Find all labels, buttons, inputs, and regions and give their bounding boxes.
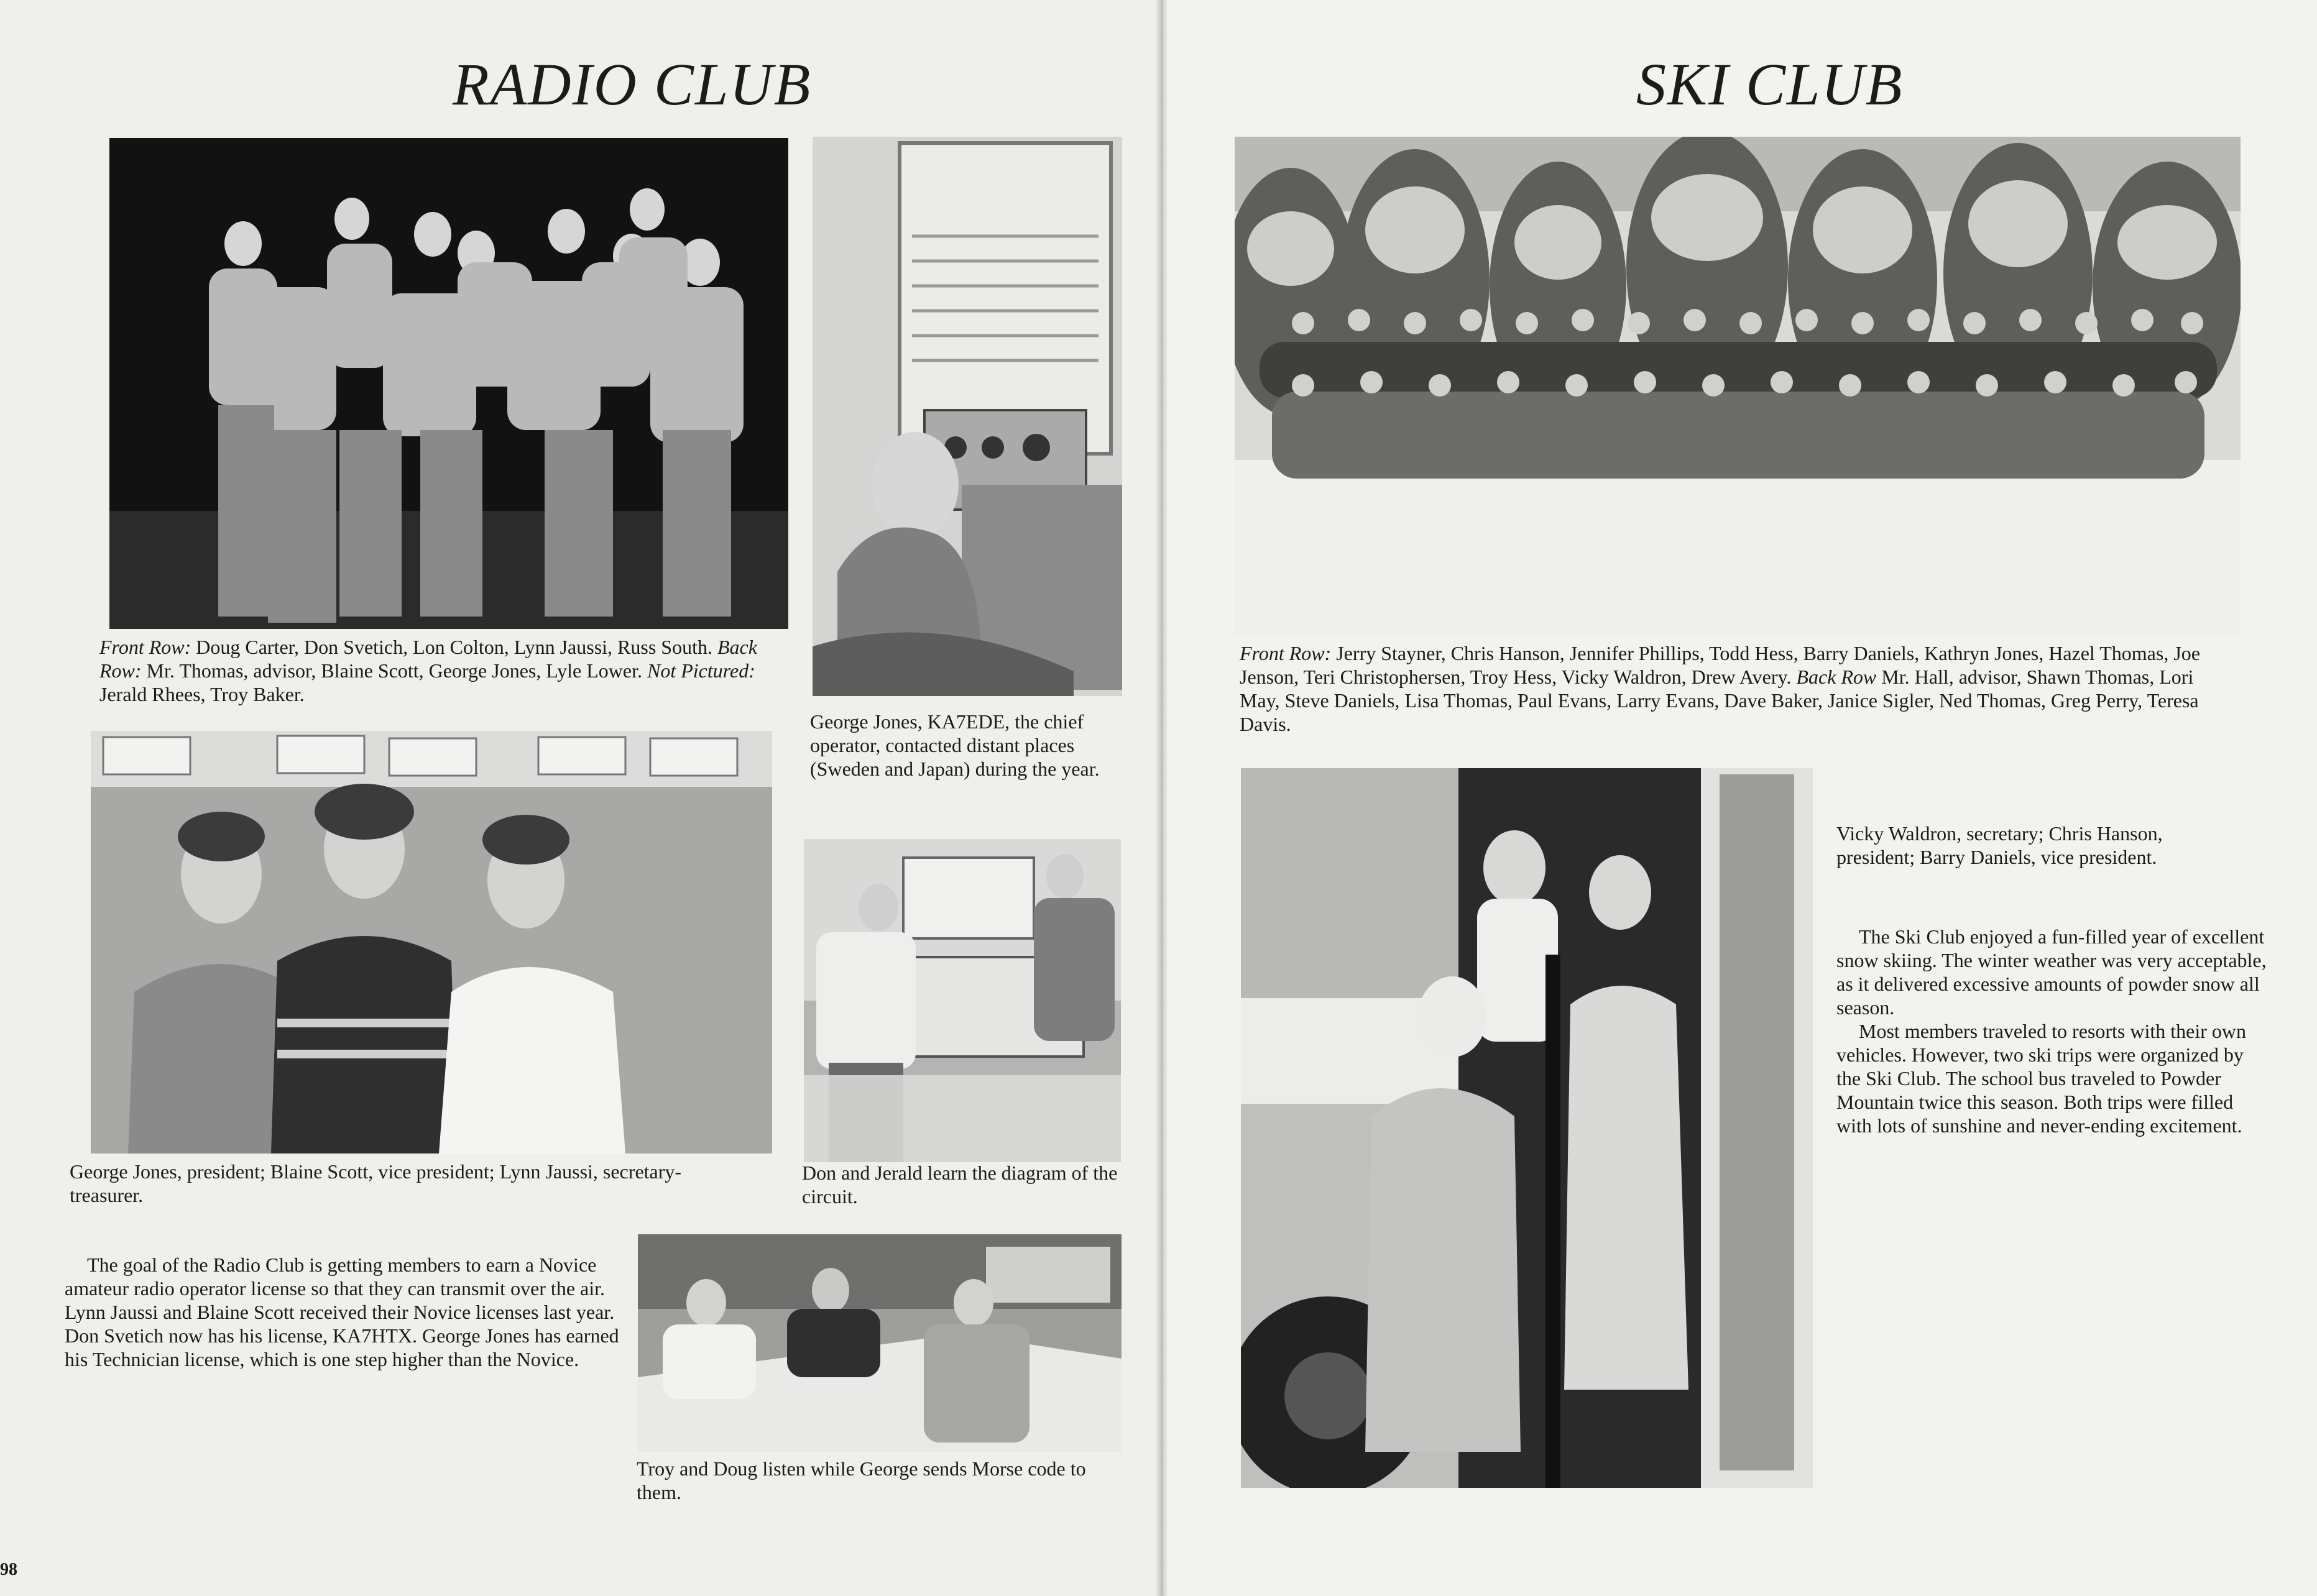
front-row-names: Jerry Stayner, Chris Hanson, Jennifer Phillips, Todd Hess, Barry Daniels, Kathryn Jones, Hazel Thomas, Joe Jenson, Teri Christophersen, Troy Hess, Vicky Waldron, Drew Avery.	[1240, 642, 2200, 688]
back-row-label: Back Row	[1796, 666, 1877, 688]
radio-club-group-photo	[109, 138, 788, 629]
front-row-names: Doug Carter, Don Svetich, Lon Colton, Lynn Jaussi, Russ South.	[196, 636, 712, 658]
radio-officers-caption: George Jones, president; Blaine Scott, vice president; Lynn Jaussi, secretary-treasurer.	[70, 1160, 682, 1206]
front-row-label: Front Row:	[1240, 642, 1332, 664]
not-pictured-names: Jerald Rhees, Troy Baker.	[99, 683, 305, 705]
radio-operator-photo	[813, 137, 1122, 696]
radio-club-title: RADIO CLUB	[453, 51, 812, 117]
radio-club-group-caption	[99, 635, 786, 706]
ski-club-article-paragraph-2: Most members traveled to resorts with their own vehicles. However, two ski trips were organized by the Ski Club. The school bus traveled to Powder Mountain twice this season. Both trips were filled with lots of sunshine and never-ending excitement.	[1836, 1020, 2246, 1137]
circuit-caption: Don and Jerald learn the diagram of the circuit.	[802, 1162, 1118, 1208]
not-pictured-label: Not Pictured:	[647, 659, 755, 682]
ski-club-article	[1836, 925, 2272, 1137]
ski-club-group-caption	[1240, 641, 2234, 736]
radio-officers-photo	[91, 731, 772, 1153]
radio-operator-caption: George Jones, KA7EDE, the chief operator, contacted distant places (Sweden and Japan) during the year.	[810, 710, 1100, 780]
morse-code-photo	[638, 1234, 1122, 1452]
back-row-names: Mr. Hall, advisor, Shawn Thomas, Lori May, Steve Daniels, Lisa Thomas, Paul Evans, Larry Evans, Dave Baker, Janice Sigler, Ned Thomas, Greg Perry, Teresa Davis.	[1240, 666, 2199, 735]
ski-club-article-paragraph-1: The Ski Club enjoyed a fun-filled year of excellent snow skiing. The winter weather was very acceptable, as it delivered excessive amounts of powder snow all season.	[1836, 925, 2267, 1019]
radio-club-article-text: The goal of the Radio Club is getting members to earn a Novice amateur radio operator license so that they can transmit over the air. Lynn Jaussi and Blaine Scott received their Novice licenses last year. Don Svetich now has his license, KA7HTX. George Jones has earned his Technician license, which is one step higher than the Novice.	[65, 1254, 619, 1370]
radio-club-article	[65, 1253, 624, 1371]
back-row-label: Back Row:	[99, 636, 757, 682]
page-number: 98	[0, 1560, 17, 1579]
front-row-label: Front Row:	[99, 636, 191, 658]
ski-officers-caption: Vicky Waldron, secretary; Chris Hanson, president; Barry Daniels, vice president.	[1836, 822, 2163, 868]
morse-caption: Troy and Doug listen while George sends Morse code to them.	[637, 1457, 1086, 1503]
circuit-diagram-photo	[804, 839, 1121, 1162]
back-row-names: Mr. Thomas, advisor, Blaine Scott, George Jones, Lyle Lower.	[146, 659, 642, 682]
ski-officers-bus-photo	[1241, 768, 1813, 1488]
page-gutter	[1156, 0, 1168, 1596]
ski-club-group-photo	[1235, 137, 2241, 635]
ski-club-title: SKI CLUB	[1636, 51, 1904, 117]
